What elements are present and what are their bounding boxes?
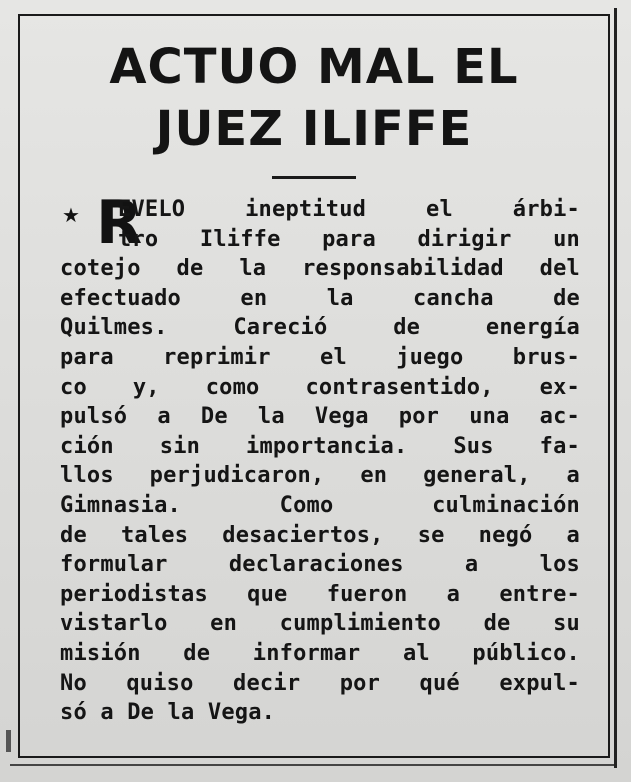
body-line: vistarlo en cumplimiento de su <box>60 611 580 637</box>
body-line: co y, como contrasentido, ex- <box>60 374 580 400</box>
clipping-edge-bottom <box>10 764 614 766</box>
body-line: formular declaraciones a los <box>60 552 580 578</box>
drop-cap: R <box>96 188 143 258</box>
headline-line-1: ACTUO MAL EL <box>109 39 519 95</box>
clipping-edge-mark <box>6 730 11 752</box>
body-line: cotejo de la responsabilidad del <box>60 256 580 282</box>
body-line: pulsó a De la Vega por una ac- <box>60 404 580 430</box>
body-line: misión de informar al público. <box>60 640 580 666</box>
body-line: Gimnasia. Como culminación <box>60 492 580 518</box>
body-line: periodistas que fueron a entre- <box>60 581 580 607</box>
body-line: efectuado en la cancha de <box>60 285 580 311</box>
clipping-edge-right <box>614 8 617 768</box>
body-line: ción sin importancia. Sus fa- <box>60 433 580 459</box>
body-line: llos perjudicaron, en general, a <box>60 463 580 489</box>
article-headline <box>18 36 610 160</box>
headline-line-2: JUEZ ILIFFE <box>155 101 473 157</box>
body-line: só a De la Vega. <box>60 700 276 726</box>
body-line: Quilmes. Careció de energía <box>60 315 580 341</box>
headline-divider <box>272 176 356 179</box>
body-line: No quiso decir por qué expul- <box>60 670 580 696</box>
body-line: de tales desaciertos, se negó a <box>60 522 580 548</box>
article-body <box>60 188 580 728</box>
body-line: EVELO ineptitud el árbi- <box>118 197 580 222</box>
body-line: tro Iliffe para dirigir un <box>118 226 580 252</box>
body-line: para reprimir el juego brus- <box>60 344 580 370</box>
star-icon: ★ <box>62 203 80 227</box>
